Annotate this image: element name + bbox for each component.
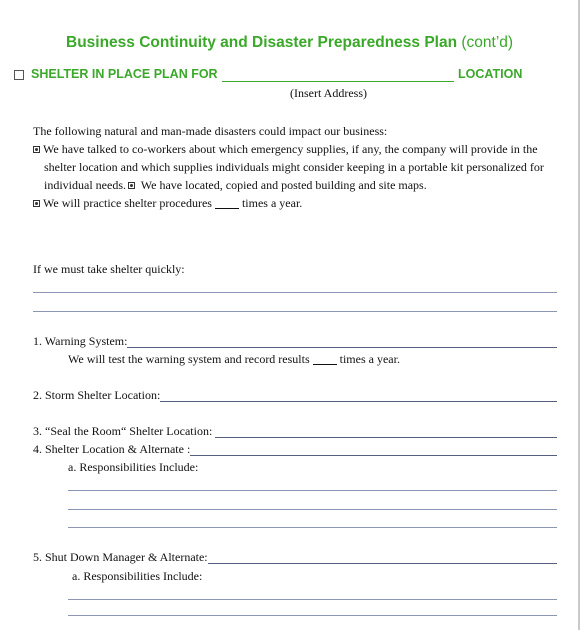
fill-line[interactable] [215,437,557,438]
responsibilities-label: a. Responsibilities Include: [68,460,199,474]
item2-text: We will practice shelter procedures [43,196,215,210]
seal-room-label: 3. “Seal the Room“ Shelter Location: [33,424,213,438]
fill-line[interactable] [68,490,557,491]
address-hint: (Insert Address) [290,86,367,100]
item1-text-end: individual needs. [44,178,126,192]
item-maps-text: We have located, copied and posted building and site maps. [137,178,427,192]
warning-test-text-end: times a year. [336,352,400,366]
shelter-alternate-label: 4. Shelter Location & Alternate : [33,442,191,456]
shelter-plan-label: SHELTER IN PLACE PLAN FOR [31,67,218,81]
location-label: LOCATION [458,67,523,81]
checkbox-icon[interactable] [33,146,40,153]
item1-text: We have talked to co-workers about which emergency supplies, if any, the company will provide in the [43,142,538,156]
times-field[interactable] [313,353,337,365]
warning-test-text: We will test the warning system and record results [68,352,313,366]
responsibilities-label: a. Responsibilities Include: [72,569,203,583]
fill-line[interactable] [33,292,557,293]
fill-line[interactable] [127,347,557,348]
fill-line[interactable] [190,455,557,456]
intro-text: The following natural and man-made disasters could impact our business: [33,124,388,138]
fill-line[interactable] [68,527,557,528]
shutdown-manager-label: 5. Shut Down Manager & Alternate: [33,550,208,564]
item2-text-end: times a year. [238,196,303,210]
checkbox-icon[interactable] [128,182,135,189]
shelter-quick-label: If we must take shelter quickly: [33,262,185,276]
fill-line[interactable] [68,509,557,510]
page-title [66,34,513,52]
item1-line2: shelter location and which supplies individuals might consider keeping in a portable kit personalized for [44,160,544,174]
fill-line[interactable] [208,563,557,564]
fill-line[interactable] [68,615,557,616]
storm-shelter-label: 2. Storm Shelter Location: [33,388,161,402]
warning-system-label: 1. Warning System: [33,334,128,348]
item1-line3 [44,178,427,192]
shelter-plan-line [14,67,534,87]
fill-line[interactable] [68,599,557,600]
checkbox-icon[interactable] [33,200,40,207]
warning-test-line [68,352,400,366]
item1-line1 [33,142,538,156]
item2-line [33,196,302,210]
title-main: Business Continuity and Disaster Preparedness Plan [66,34,458,51]
fill-line[interactable] [33,311,557,312]
checkbox-icon[interactable] [14,70,24,80]
address-field[interactable] [222,81,454,82]
title-suffix: (cont’d) [457,34,514,51]
fill-line[interactable] [160,401,557,402]
times-field[interactable] [215,197,239,209]
